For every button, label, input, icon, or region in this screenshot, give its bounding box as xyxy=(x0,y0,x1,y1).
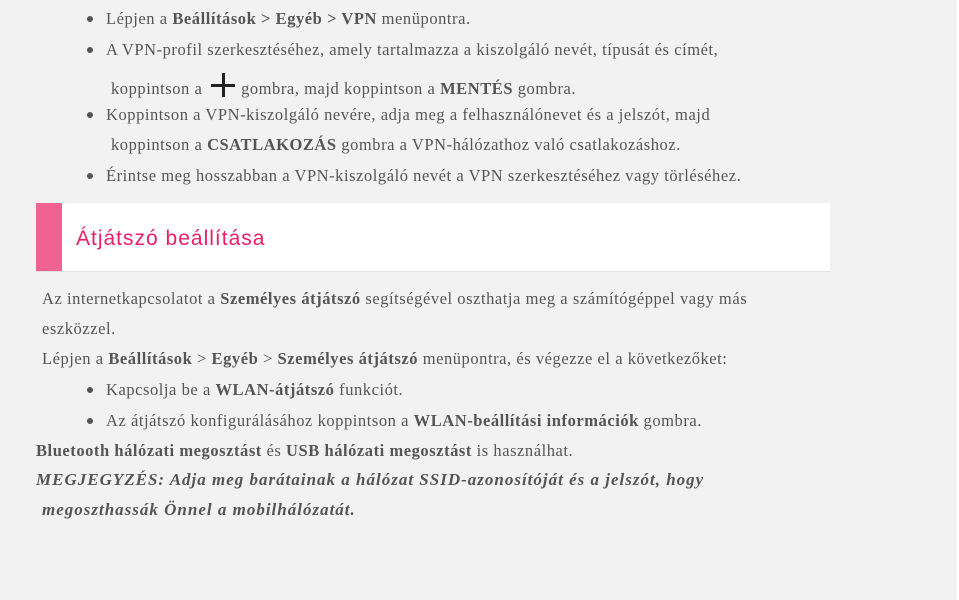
connect-label: CSATLAKOZÁS xyxy=(207,135,337,154)
settings-label: Beállítások xyxy=(108,349,193,368)
other-label: Egyéb xyxy=(211,349,259,368)
tethering-intro-line-1: Az internetkapcsolatot a Személyes átjátszó segítségével oszthatja meg a számítógéppel vagy más xyxy=(42,289,748,308)
bullet xyxy=(87,16,93,22)
section-header xyxy=(36,203,830,272)
personal-hotspot-label: Személyes átjátszó xyxy=(277,349,419,368)
vpn-label: VPN xyxy=(341,9,377,28)
tethering-step-2: Az átjátszó konfigurálásához koppintson a WLAN-beállítási információk gombra. xyxy=(106,411,702,430)
tethering-navigation: Lépjen a Beállítások > Egyéb > Személyes átjátszó menüpontra, és végezze el a következőket: xyxy=(42,349,728,368)
tethering-intro-line-2: eszközzel. xyxy=(42,319,116,338)
other-label: Egyéb xyxy=(275,9,323,28)
vpn-step-4: Érintse meg hosszabban a VPN-kiszolgáló nevét a VPN szerkesztéséhez vagy törléséhez. xyxy=(106,166,742,185)
tethering-step-1: Kapcsolja be a WLAN-átjátszó funkciót. xyxy=(106,380,404,399)
vpn-step-2-line-2: koppintson a gombra, majd koppintson a MENTÉS gombra. xyxy=(111,75,576,99)
vpn-step-2-line-1: A VPN-profil szerkesztéséhez, amely tartalmazza a kiszolgáló nevét, típusát és címét, xyxy=(106,40,719,59)
bluetooth-sharing-label: Bluetooth hálózati megosztást xyxy=(36,441,262,460)
sharing-options: Bluetooth hálózati megosztást és USB hálózati megosztást is használhat. xyxy=(36,441,574,460)
bullet xyxy=(87,112,93,118)
note-line-1: MEGJEGYZÉS: Adja meg barátainak a hálózat SSID-azonosítóját és a jelszót, hogy xyxy=(36,470,705,489)
save-label: MENTÉS xyxy=(440,79,514,98)
note-line-2: megoszthassák Önnel a mobilhálózatát. xyxy=(42,500,356,519)
wlan-hotspot-label: WLAN-átjátszó xyxy=(215,380,335,399)
personal-hotspot-label: Személyes átjátszó xyxy=(220,289,361,308)
bullet xyxy=(87,418,93,424)
bullet xyxy=(87,173,93,179)
vpn-step-1: Lépjen a Beállítások > Egyéb > VPN menüpontra. xyxy=(106,9,471,28)
vpn-step-3-line-2: koppintson a CSATLAKOZÁS gombra a VPN-hálózathoz való csatlakozáshoz. xyxy=(111,135,681,154)
bullet xyxy=(87,387,93,393)
wlan-settings-info-label: WLAN-beállítási információk xyxy=(413,411,639,430)
section-accent-bar xyxy=(36,203,62,271)
plus-icon xyxy=(211,75,235,97)
settings-label: Beállítások xyxy=(172,9,257,28)
bullet xyxy=(87,47,93,53)
section-title: Átjátszó beállítása xyxy=(76,227,266,250)
vpn-step-3-line-1: Koppintson a VPN-kiszolgáló nevére, adja meg a felhasználónevet és a jelszót, majd xyxy=(106,105,711,124)
usb-sharing-label: USB hálózati megosztást xyxy=(286,441,472,460)
